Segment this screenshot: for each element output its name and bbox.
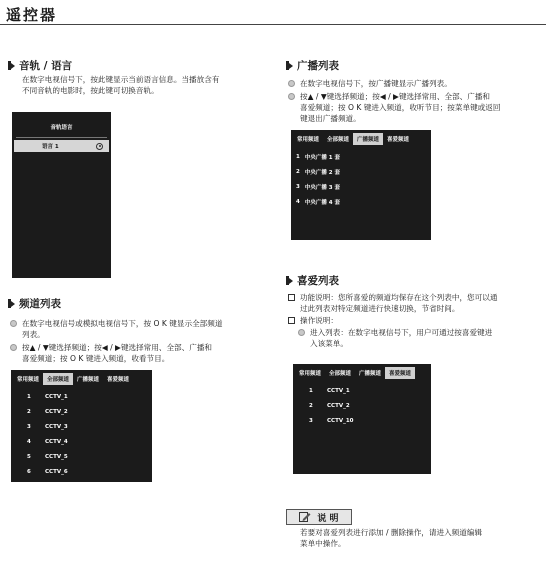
channel-number: 1 (309, 387, 313, 394)
channel-name: 中央广播 4 套 (304, 199, 340, 206)
channel-number: 3 (27, 423, 31, 430)
channel-number: 5 (27, 453, 31, 460)
favorite-func-line: 功能说明：您所喜爱的频道均保存在这个列表中，您可以通 (300, 293, 498, 302)
bullet-circle-icon (10, 344, 17, 351)
favorite-func-line: 过此列表对特定频道进行快速切换，节省时间。 (300, 304, 460, 313)
checkbox-square-icon (288, 317, 295, 324)
radio-selected-icon (96, 143, 103, 150)
tab-common[interactable]: 常用频道 (297, 137, 320, 143)
broadcast-bullet (288, 91, 544, 124)
channel-tabs (11, 370, 152, 385)
favorite-section-heading (286, 273, 339, 288)
channel-name: CCTV_1 (45, 393, 68, 400)
tab-common[interactable]: 常用频道 (17, 377, 40, 383)
broadcast-bullets (288, 78, 544, 124)
channel-name: CCTV_5 (45, 453, 68, 460)
channel-name: 中央广播 1 套 (304, 154, 340, 161)
favorite-func-item (288, 292, 544, 314)
table-row[interactable] (309, 383, 431, 398)
note-line: 菜单中操作。 (300, 539, 346, 548)
bullet-circle-icon (288, 80, 295, 87)
table-row[interactable] (27, 464, 152, 479)
favorite-list-screen (293, 364, 431, 474)
tab-all[interactable]: 全部频道 (43, 373, 73, 385)
title-divider (0, 24, 546, 25)
channel-number: 2 (309, 402, 313, 409)
channel-bullets (10, 318, 270, 364)
pencil-icon (299, 512, 311, 522)
channel-bullet (10, 342, 270, 364)
checkbox-square-icon (288, 294, 295, 301)
channel-bullet (10, 318, 270, 340)
note-line: 若要对喜爱列表进行添加 / 删除操作，请进入频道编辑 (300, 528, 483, 537)
channel-number: 6 (27, 468, 31, 475)
tab-favorite[interactable]: 喜爱频道 (387, 137, 410, 143)
broadcast-bullet-line: 在数字电视信号下，按广播键显示广播列表。 (300, 79, 452, 88)
channel-name: 中央广播 2 套 (304, 169, 340, 176)
audio-language-screen (12, 112, 111, 278)
broadcast-rows (291, 145, 431, 209)
channel-name: CCTV_6 (45, 468, 68, 475)
favorite-rows (293, 379, 431, 428)
tab-radio[interactable]: 广播频道 (359, 371, 382, 377)
note-text (300, 527, 540, 549)
channel-list-screen (11, 370, 152, 482)
language-option-label: 语言 1 (42, 144, 59, 150)
section-marker-icon (8, 299, 15, 308)
table-row[interactable] (296, 194, 431, 209)
tab-radio[interactable]: 广播频道 (353, 133, 383, 145)
table-row[interactable] (27, 434, 152, 449)
note-badge (286, 509, 352, 525)
broadcast-section-heading (286, 58, 339, 73)
table-row[interactable] (27, 404, 152, 419)
broadcast-bullet-line: 键退出广播频道。 (300, 114, 361, 123)
table-row[interactable] (296, 149, 431, 164)
table-row[interactable] (309, 413, 431, 428)
channel-name: CCTV_2 (45, 408, 68, 415)
bullet-circle-icon (288, 93, 295, 100)
tab-favorite[interactable]: 喜爱频道 (107, 377, 130, 383)
broadcast-tabs (291, 130, 431, 145)
channel-section-title: 频道列表 (19, 298, 61, 310)
broadcast-bullet (288, 78, 544, 89)
audio-section-heading (8, 58, 72, 73)
table-row[interactable] (296, 164, 431, 179)
table-row[interactable] (27, 419, 152, 434)
channel-number: 1 (27, 393, 31, 400)
tab-all[interactable]: 全部频道 (329, 371, 352, 377)
channel-bullet-line: 在数字电视信号或模拟电视信号下，按 O K 键显示全部频道 (22, 319, 223, 328)
language-option[interactable] (14, 140, 109, 152)
audio-line: 在数字电视信号下，按此键显示当前语言信息。当播放含有 (22, 75, 220, 84)
table-row[interactable] (309, 398, 431, 413)
tab-all[interactable]: 全部频道 (327, 137, 350, 143)
tab-radio[interactable]: 广播频道 (77, 377, 100, 383)
section-marker-icon (286, 61, 293, 70)
page-title: 遥控器 (6, 6, 58, 24)
audio-screen-divider (16, 137, 107, 138)
channel-name: CCTV_2 (327, 402, 350, 409)
channel-bullet-line: 列表。 (22, 330, 45, 339)
bullet-circle-icon (10, 320, 17, 327)
favorite-section-title: 喜爱列表 (297, 275, 339, 287)
favorite-op-item (288, 315, 544, 326)
favorite-tabs (293, 364, 431, 379)
channel-bullet-line: 喜爱频道；按 O K 键进入频道，收看节目。 (22, 354, 170, 363)
channel-bullet-line: 按▲ / ▼键选择频道；按◀ / ▶键选择常用、全部、广播和 (22, 343, 213, 352)
favorite-op-line: 进入列表：在数字电视信号下，用户可通过按喜爱键进 (310, 328, 493, 337)
audio-line: 不同音轨的电影时，按此键可切换音轨。 (22, 86, 159, 95)
audio-section-title: 音轨 / 语言 (19, 60, 73, 72)
section-marker-icon (8, 61, 15, 70)
favorite-op-bullet (298, 327, 544, 349)
bullet-circle-icon (298, 329, 305, 336)
tab-common[interactable]: 常用频道 (299, 371, 322, 377)
broadcast-section-title: 广播列表 (297, 60, 339, 72)
channel-name: CCTV_10 (327, 417, 354, 424)
tab-favorite[interactable]: 喜爱频道 (385, 367, 415, 379)
table-row[interactable] (27, 389, 152, 404)
audio-screen-header: 音轨语言 (50, 125, 73, 131)
table-row[interactable] (27, 449, 152, 464)
channel-name: CCTV_1 (327, 387, 350, 394)
audio-description (22, 74, 272, 96)
channel-name: CCTV_3 (45, 423, 68, 430)
channel-number: 4 (27, 438, 31, 445)
table-row[interactable] (296, 179, 431, 194)
channel-number: 4 (296, 198, 300, 205)
channel-name: CCTV_4 (45, 438, 68, 445)
section-marker-icon (286, 276, 293, 285)
favorite-op-label: 操作说明： (300, 316, 338, 325)
channel-name: 中央广播 3 套 (304, 184, 340, 191)
channel-number: 2 (296, 168, 300, 175)
channel-section-heading (8, 296, 61, 311)
channel-number: 2 (27, 408, 31, 415)
broadcast-bullet-line: 喜爱频道；按 O K 键进入频道，收听节目；按菜单键或返回 (300, 103, 501, 112)
channel-number: 3 (296, 183, 300, 190)
channel-number: 1 (296, 153, 300, 160)
favorite-op-line: 入该菜单。 (310, 339, 348, 348)
note-label: 说 明 (317, 513, 339, 524)
broadcast-bullet-line: 按▲ / ▼键选择频道；按◀ / ▶键选择常用、全部、广播和 (300, 92, 491, 101)
channel-number: 3 (309, 417, 313, 424)
channel-rows (11, 385, 152, 479)
favorite-description (288, 292, 544, 349)
broadcast-list-screen (291, 130, 431, 240)
